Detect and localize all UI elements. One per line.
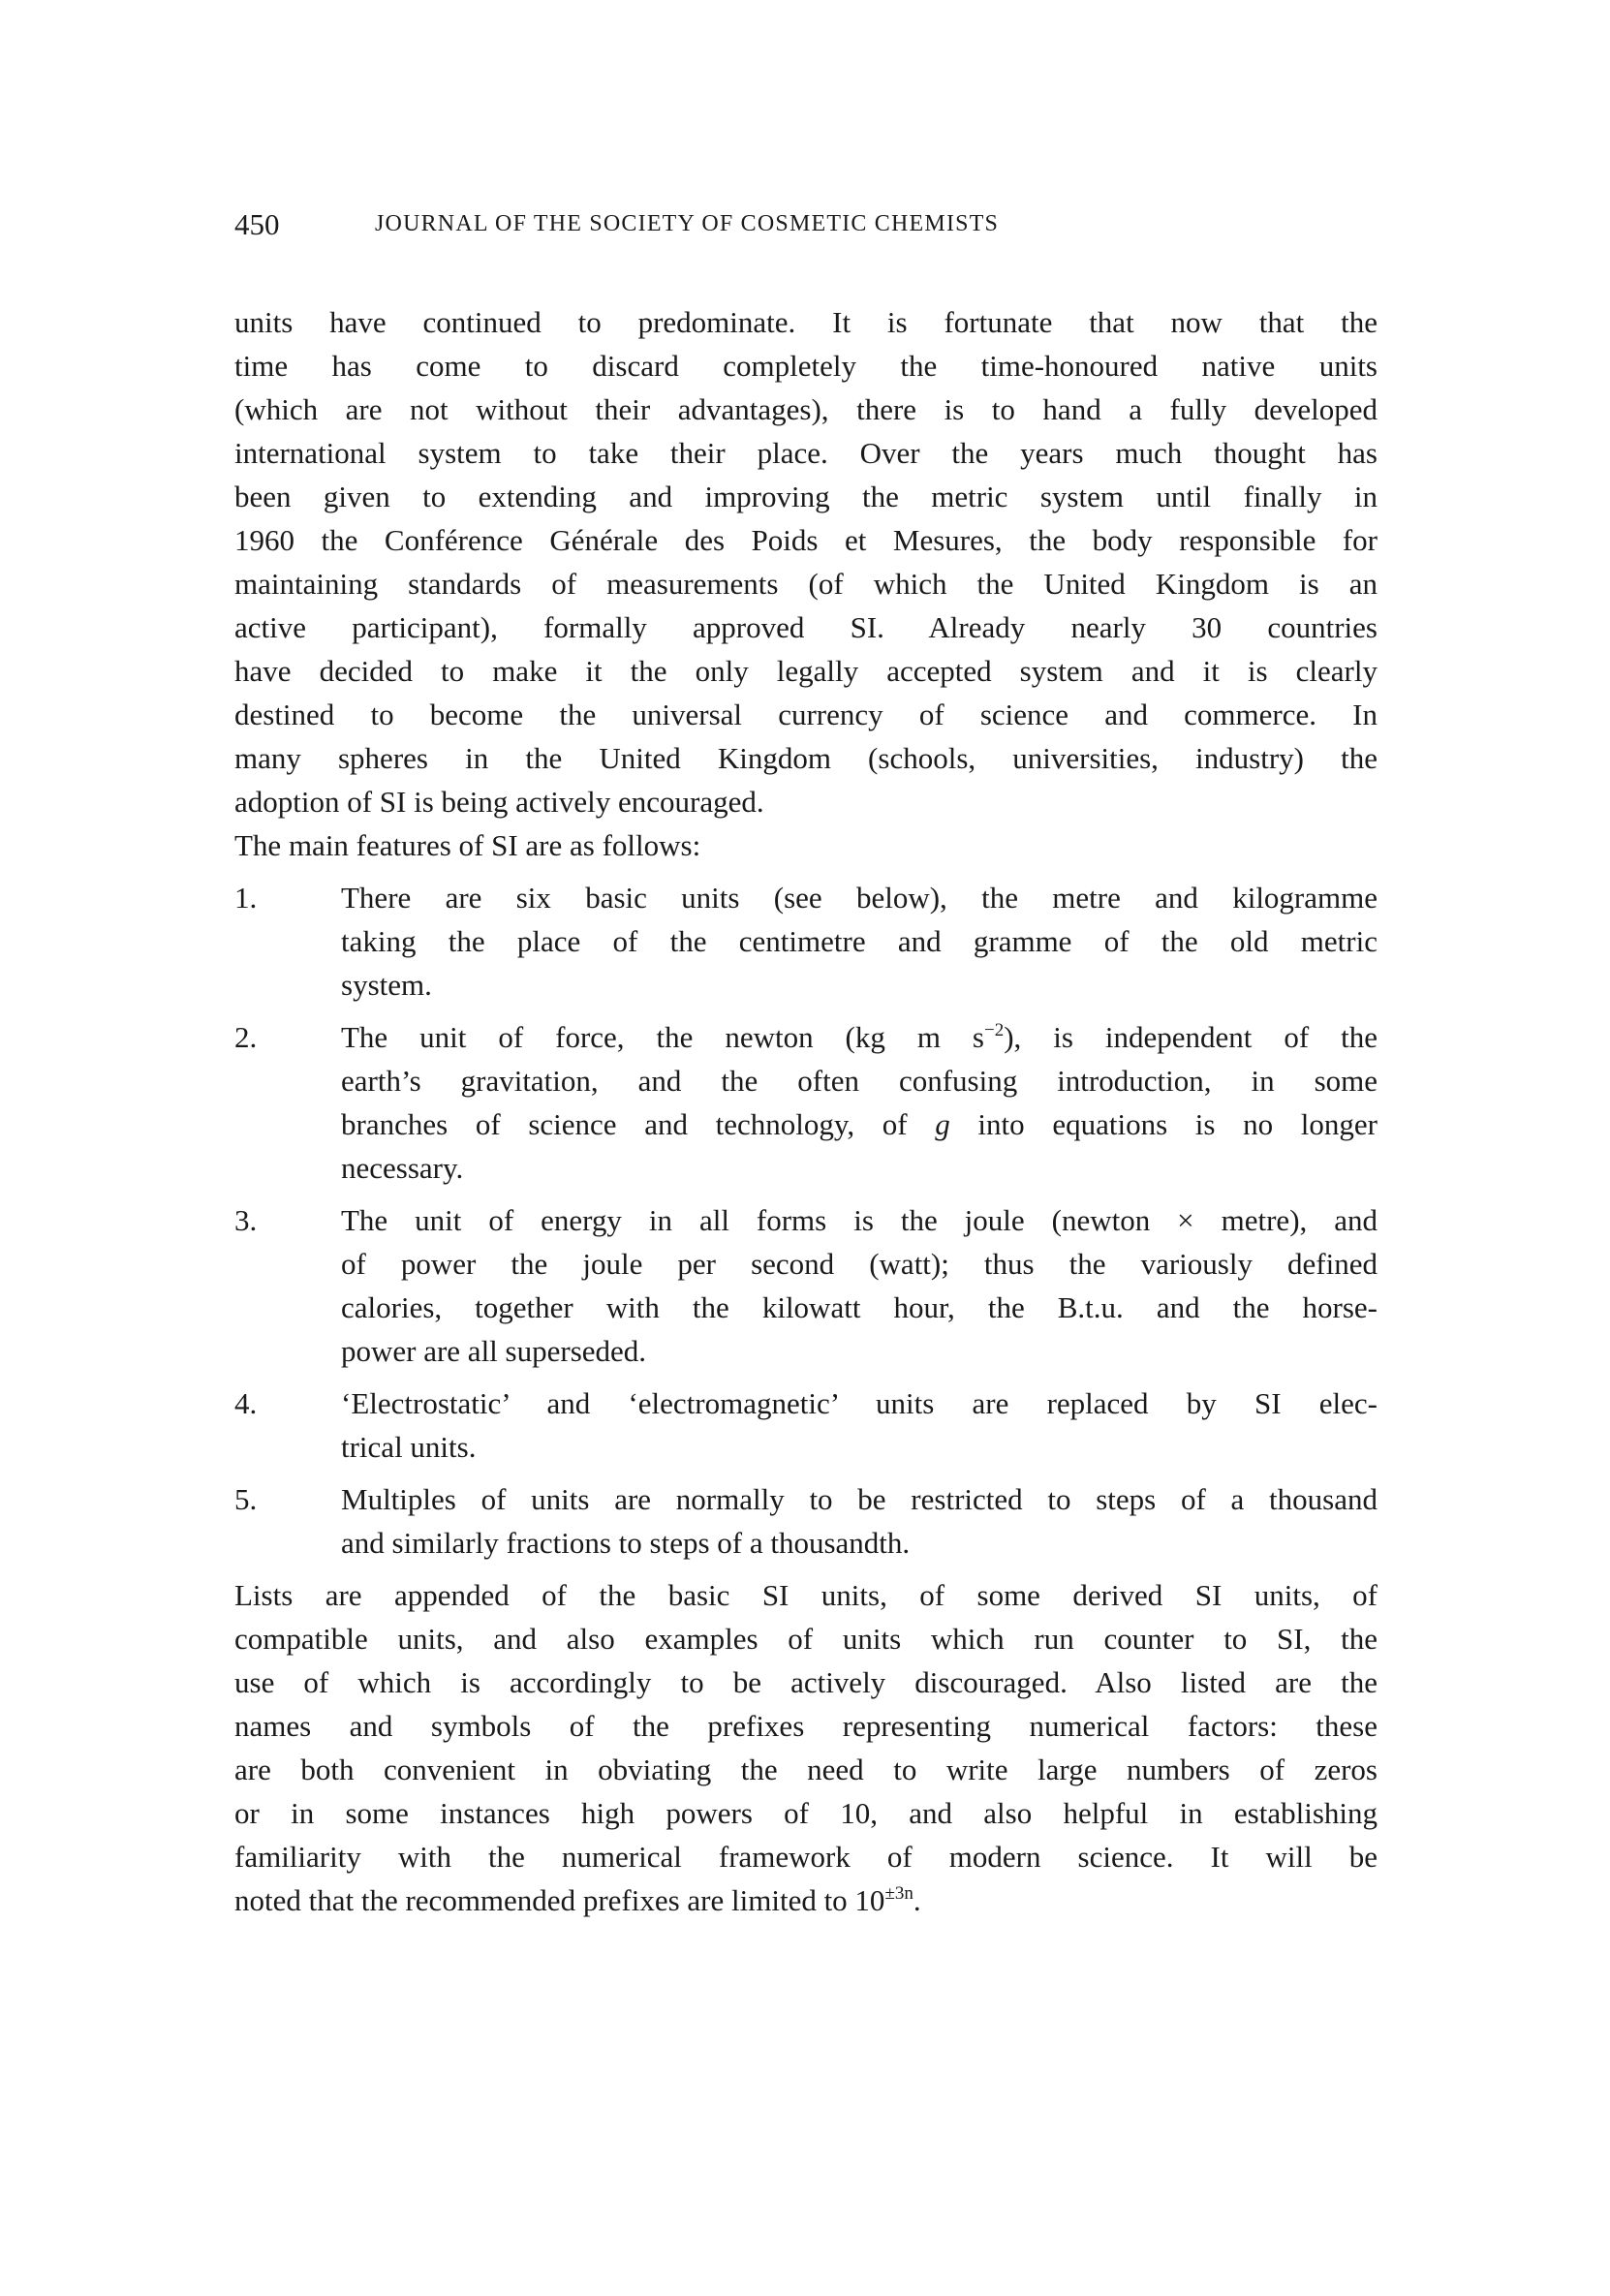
list-item <box>234 1198 1378 1373</box>
text-line: and similarly fractions to steps of a thousandth. <box>341 1526 911 1560</box>
text-line: Multiples of units are normally to be restricted to steps of a thousand <box>341 1482 1378 1516</box>
superscript: ±3n <box>884 1883 913 1904</box>
feature-list <box>234 876 1378 1565</box>
text-line: maintaining standards of measurements (of which the United Kingdom is an <box>234 567 1378 601</box>
text-line: trical units. <box>341 1430 477 1464</box>
text-segment: into equations is no longer <box>949 1107 1378 1141</box>
text-line: (which are not without their advantages), there is to hand a fully developed <box>234 392 1378 426</box>
text-line: destined to become the universal currency of science and commerce. In <box>234 698 1378 731</box>
running-title: JOURNAL OF THE SOCIETY OF COSMETIC CHEMISTS <box>375 211 1000 236</box>
list-number: 3. <box>234 1203 258 1237</box>
list-intro <box>234 823 1378 867</box>
page-number: 450 <box>234 207 280 241</box>
text-segment: The unit of force, the newton (kg m s <box>341 1020 984 1054</box>
list-item <box>234 1381 1378 1469</box>
paragraph <box>234 1573 1378 1922</box>
text-line: There are six basic units (see below), the metre and kilogramme <box>341 881 1378 915</box>
text-line: calories, together with the kilowatt hour, the B.t.u. and the horse- <box>341 1290 1378 1324</box>
list-number: 4. <box>234 1386 258 1420</box>
text-line: many spheres in the United Kingdom (schools, universities, industry) the <box>234 741 1378 775</box>
text-line: power are all superseded. <box>341 1334 647 1368</box>
text-line: ‘Electrostatic’ and ‘electromagnetic’ units are replaced by SI elec- <box>341 1386 1378 1420</box>
text-line: names and symbols of the prefixes representing numerical factors: these <box>234 1709 1378 1743</box>
text-line: The main features of SI are as follows: <box>234 828 701 862</box>
text-line: taking the place of the centimetre and gramme of the old metric <box>341 924 1378 958</box>
text-line: use of which is accordingly to be actively discouraged. Also listed are the <box>234 1665 1378 1699</box>
text-line: or in some instances high powers of 10, and also helpful in establishing <box>234 1796 1378 1830</box>
list-number: 5. <box>234 1482 258 1516</box>
text-line: active participant), formally approved SI. Already nearly 30 countries <box>234 610 1378 644</box>
text-line: units have continued to predominate. It is fortunate that now that the <box>234 305 1378 339</box>
text-line: international system to take their place. Over the years much thought has <box>234 436 1378 470</box>
text-line: 1960 the Conférence Générale des Poids et Mesures, the body responsible for <box>234 523 1378 557</box>
text-segment: noted that the recommended prefixes are limited to 10 <box>234 1883 885 1917</box>
text-line: system. <box>341 968 432 1002</box>
page-header <box>234 207 1378 246</box>
list-item <box>234 1477 1378 1565</box>
list-number: 2. <box>234 1020 258 1054</box>
text-line: are both convenient in obviating the need to write large numbers of zeros <box>234 1753 1378 1786</box>
list-item <box>234 876 1378 1007</box>
list-number: 1. <box>234 881 258 915</box>
italic-symbol: g <box>935 1107 950 1141</box>
text-line: compatible units, and also examples of units which run counter to SI, the <box>234 1622 1378 1656</box>
paragraph <box>234 300 1378 823</box>
text-line: The unit of energy in all forms is the joule (newton × metre), and <box>341 1203 1378 1237</box>
text-line: time has come to discard completely the time-honoured native units <box>234 349 1378 383</box>
article-body <box>234 300 1378 1922</box>
text-segment: ), is independent of the <box>1004 1020 1378 1054</box>
text-line: been given to extending and improving the metric system until finally in <box>234 480 1378 513</box>
text-line: of power the joule per second (watt); thus the variously defined <box>341 1247 1378 1281</box>
list-item <box>234 1015 1378 1190</box>
text-line: adoption of SI is being actively encouraged. <box>234 785 764 819</box>
text-line <box>341 1102 1378 1146</box>
text-line: familiarity with the numerical framework of modern science. It will be <box>234 1840 1378 1874</box>
text-line <box>341 1015 1378 1059</box>
superscript: −2 <box>983 1020 1005 1040</box>
text-line: Lists are appended of the basic SI units, of some derived SI units, of <box>234 1578 1378 1612</box>
text-line: have decided to make it the only legally accepted system and it is clearly <box>234 654 1378 688</box>
text-segment: branches of science and technology, of <box>341 1107 936 1141</box>
text-line: necessary. <box>341 1151 464 1185</box>
text-segment: . <box>913 1883 921 1917</box>
text-line <box>234 1878 1378 1922</box>
text-line: earth’s gravitation, and the often confusing introduction, in some <box>341 1064 1378 1098</box>
